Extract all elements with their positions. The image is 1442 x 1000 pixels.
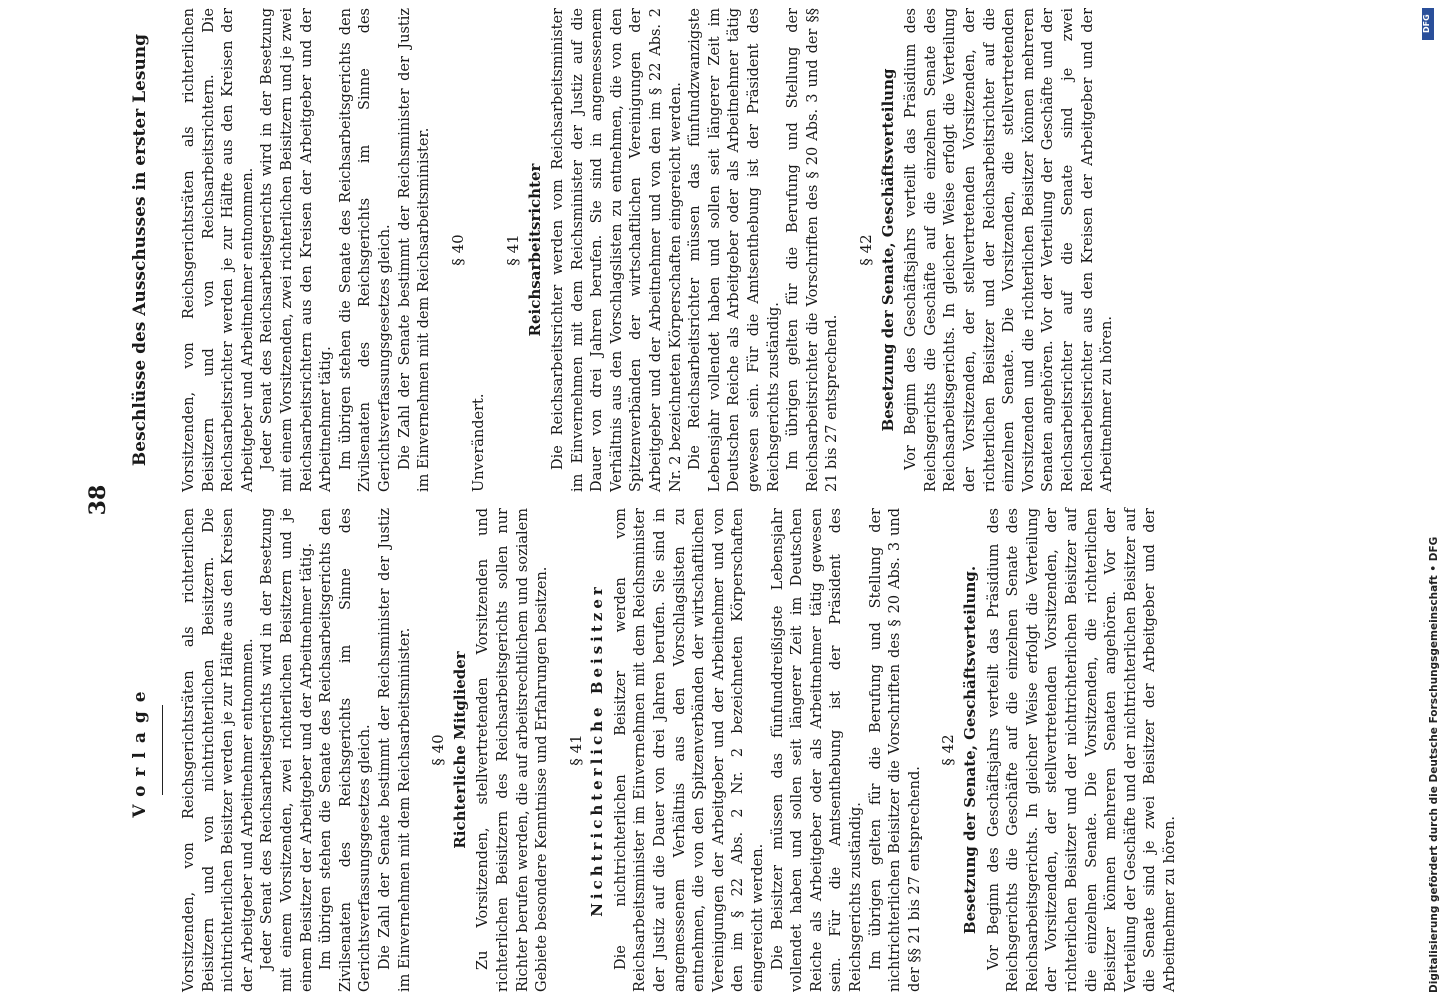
left-column-heading: Vorlage — [130, 682, 150, 818]
right-section-41-paragraph-3: Im übrigen gelten für die Berufung und Stellung der Reichsarbeitsrichter die Vorschriften des § 20 Abs. 3 und der §§ 21 bis 27 entsprechend. — [785, 8, 841, 492]
left-column-vorlage — [0, 500, 1420, 1000]
right-column-heading: Beschlüsse des Ausschusses in erster Lesung — [130, 33, 150, 467]
left-section-41-sign: § 41 — [566, 734, 585, 766]
left-section-42-text: Vor Beginn des Geschäftsjahrs verteilt das Präsidium des Reichsgerichts die Geschäfte auf die einzelnen Senate des Reichsarbeitsgerichts. In gleicher Weise erfolgt die Verteilung der Vorsitzenden, der stellvertretenden Vorsitzenden, der richterlichen Beisitzer und der nichtrichterlichen Beisitzer auf die einzelnen Senate. Die Vorsitzenden, die richterlichen Beisitzer können mehreren Senaten angehören. Vor der Verteilung der Geschäfte und der nichtrichterlichen Beisitzer auf die Senate sind je zwei Beisitzer der Arbeitgeber und der Arbeitnehmer zu hören. — [985, 508, 1178, 992]
left-section-41-paragraph-2: Die Beisitzer müssen das fünfunddreißigste Lebensjahr vollendet haben und sollen seit längerer Zeit im Deutschen Reiche als Arbeitgeber oder als Arbeitnehmer tätig gewesen sein. Für die Amtsenthebung ist der Präsident des Reichsgerichts zuständig. — [769, 508, 864, 992]
left-paragraph-4: Die Zahl der Senate bestimmt der Reichsminister der Justiz im Einvernehmen mit dem Reichsarbeitsminister. — [376, 508, 413, 992]
right-section-41-paragraph-2: Die Reichsarbeitsrichter müssen das fünfundzwanzigste Lebensjahr vollendet haben und sollen seit längerer Zeit im Deutschen Reiche als Arbeitgeber oder als Arbeitnehmer tätig gewesen sein. Für die Amtsenthebung ist der Präsident des Reichsgerichts zuständig. — [687, 8, 782, 492]
right-paragraph-4: Die Zahl der Senate bestimmt der Reichsminister der Justiz im Einvernehmen mit dem Reichsarbeitsminister. — [396, 8, 433, 492]
left-paragraph-2: Jeder Senat des Reichsarbeitsgerichts wird in der Besetzung mit einem Vorsitzenden, zwei richterlichen Beisitzern und je einem Beisitzer der Arbeitgeber und der Arbeitnehmer tätig. — [259, 508, 315, 992]
dfg-logo: DFG — [1422, 8, 1434, 40]
left-section-40-text: Zu Vorsitzenden, stellvertretenden Vorsitzenden und richterlichen Beisitzern des Reichsarbeitsgerichts sollen nur Richter berufen werden, die auf arbeitsrechtlichem und sozialem Gebiete besondere Kenntnisse und Erfahrungen besitzen. — [475, 508, 551, 992]
left-section-41-paragraph-1: Die nichtrichterlichen Beisitzer werden vom Reichsarbeitsminister im Einvernehmen mit dem Reichsminister der Justiz auf die Dauer von drei Jahren berufen. Sie sind in angemessenem Verhältnis aus den Vorschlagslisten zu entnehmen, die von den Spitzenverbänden der wirtschaftlichen Vereinigungen der Arbeitgeber und der Arbeitnehmer und von den im § 22 Abs. 2 Nr. 2 bezeichneten Körperschaften eingereicht werden. — [612, 508, 767, 992]
left-paragraph-1: Vorsitzenden, von Reichsgerichtsräten als richterlichen Beisitzern und von nichtrichterlichen Beisitzern. Die nichtrichterlichen Beisitzer werden je zur Hälfte aus den Kreisen der Arbeitgeber und Arbeitnehmer entnommen. — [181, 508, 256, 992]
right-section-42-sign: § 42 — [857, 234, 875, 266]
right-section-40-text: Unverändert. — [471, 393, 488, 492]
right-section-41-title: Reichsarbeitsrichter — [525, 163, 544, 337]
page-number: 38 — [85, 484, 111, 516]
digitization-credit: Digitalisierung gefördert durch die Deutsche Forschungsgemeinschaft • DFG — [1428, 536, 1440, 993]
left-section-40-sign: § 40 — [429, 734, 448, 766]
left-section-42-title: Besetzung der Senate, Geschäftsverteilung. — [960, 565, 979, 935]
right-section-41-paragraph-1: Die Reichsarbeitsrichter werden vom Reichsarbeitsminister im Einvernehmen mit dem Reichsminister der Justiz auf die Dauer von drei Jahren berufen. Sie sind in angemessenem Verhältnis aus den Vorschlagslisten zu entnehmen, die von den Spitzenverbänden der wirtschaftlichen Vereinigungen der Arbeitgeber und der Arbeitnehmer und von den im § 22 Abs. 2 Nr. 2 bezeichneten Körperschaften eingereicht werden. — [550, 8, 684, 492]
left-section-40-title: Richterliche Mitglieder — [450, 651, 469, 849]
heading-underline — [162, 705, 163, 795]
right-paragraph-3: Im übrigen stehen die Senate des Reichsarbeitsgerichts den Zivilsenaten des Reichsgerichts im Sinne des Gerichtsverfassungsgesetzes gleich. — [337, 8, 393, 492]
right-paragraph-2: Jeder Senat des Reichsarbeitsgerichts wird in der Besetzung mit einem Vorsitzenden, zwei richterlichen Beisitzern und je zwei Reichsarbeitsrichtern aus den Kreisen der Arbeitgeber und der Arbeitnehmer tätig. — [259, 8, 335, 492]
left-section-41-title: Nichtrichterliche Beisitzer — [588, 583, 607, 917]
right-section-42-text: Vor Beginn des Geschäftsjahrs verteilt das Präsidium des Reichsgerichts die Geschäfte auf die einzelnen Senate des Reichsarbeitsgerichts. In gleicher Weise erfolgt die Verteilung der Vorsitzenden, der stellvertretenden Vorsitzenden, der richterlichen Beisitzer und der Reichsarbeitsrichter auf die einzelnen Senate. Die Vorsitzenden, die stellvertretenden Vorsitzenden und die richterlichen Beisitzer können mehreren Senaten angehören. Vor der Verteilung der Geschäfte und der Reichsarbeitsrichter auf die Senate sind je zwei Reichsarbeitsrichter aus den Kreisen der Arbeitgeber und der Arbeitnehmer zu hören. — [903, 8, 1116, 492]
left-column-body — [180, 500, 1181, 1000]
right-paragraph-1: Vorsitzenden, von Reichsgerichtsräten als richterlichen Beisitzern und von Reichsarbeitsrichtern. Die Reichsarbeitsrichter werden je zur Hälfte aus den Kreisen der Arbeitgeber und Arbeitnehmer entnommen. — [181, 8, 256, 492]
right-section-40-sign: § 40 — [448, 234, 467, 266]
left-section-42-sign: § 42 — [939, 734, 958, 766]
left-section-41-paragraph-3: Im übrigen gelten für die Berufung und Stellung der nichtrichterlichen Beisitzer die Vorschriften des § 20 Abs. 3 und der §§ 21 bis 27 entsprechend. — [867, 508, 923, 992]
right-section-41-sign: § 41 — [503, 234, 522, 266]
left-paragraph-3: Im übrigen stehen die Senate des Reichsarbeitsgerichts den Zivilsenaten des Reichsgerichts im Sinne des Gerichtsverfassungsgesetzes gleich. — [318, 508, 374, 992]
right-column-beschluesse — [0, 0, 1420, 500]
right-section-42-title: Besetzung der Senate, Geschäftsverteilung — [878, 68, 897, 432]
right-column-body — [180, 0, 1118, 500]
